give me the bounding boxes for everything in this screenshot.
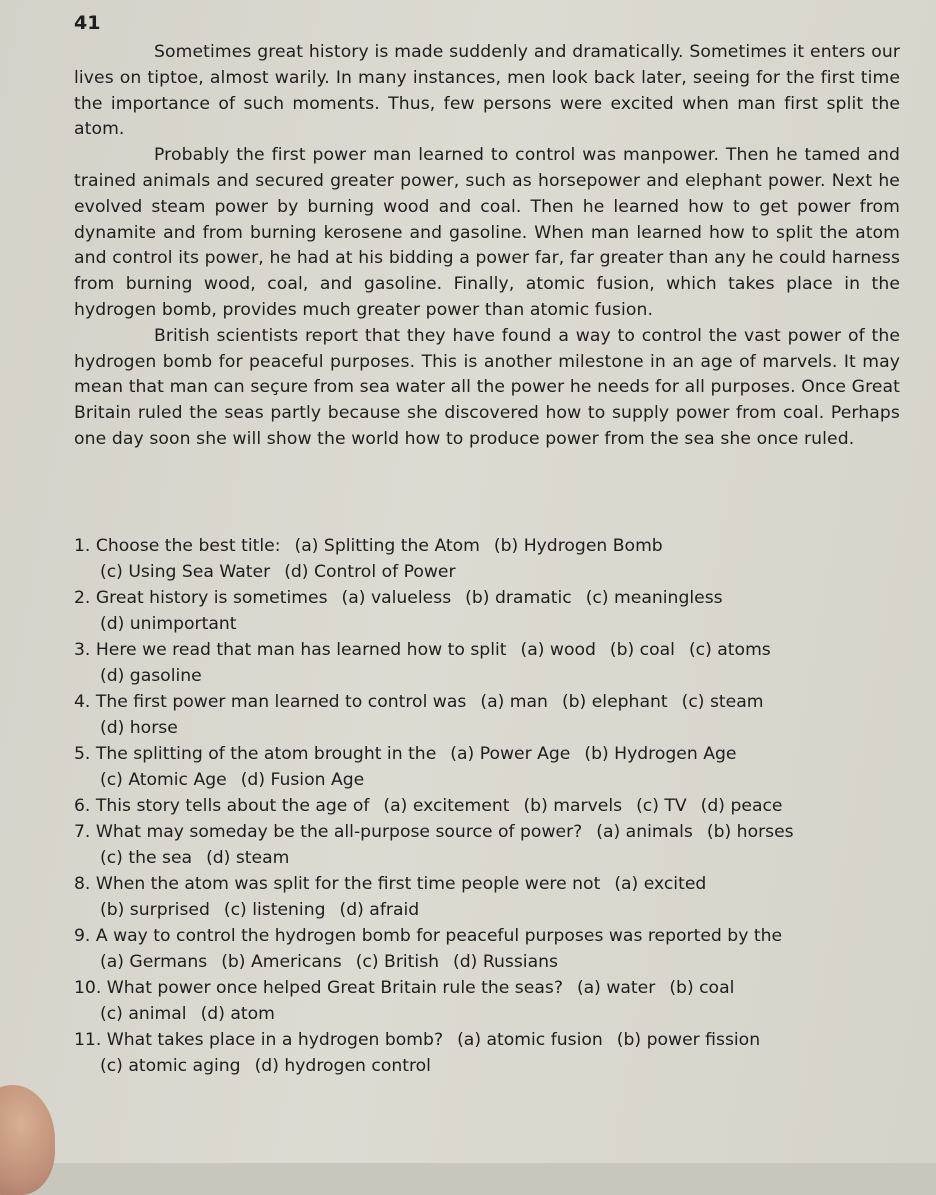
answer-option: (c) meaningless [585, 588, 723, 608]
answer-option: (c) listening [223, 900, 326, 920]
question-stem: 10. What power once helped Great Britain rule the seas? [74, 978, 563, 998]
answer-option: (d) steam [206, 848, 290, 868]
question-stem: 4. The first power man learned to control was [74, 692, 467, 712]
question-list [74, 533, 904, 1079]
question-stem: 6. This story tells about the age of [74, 796, 370, 816]
question-item [74, 637, 904, 689]
question-line [74, 975, 904, 1001]
answer-option: (b) dramatic [465, 588, 572, 608]
question-options-line [74, 663, 904, 689]
question-options-line [74, 1001, 904, 1027]
question-item [74, 975, 904, 1027]
question-options-line [74, 1053, 904, 1079]
answer-option: (c) animal [100, 1004, 187, 1024]
answer-option: (d) Fusion Age [240, 770, 365, 790]
question-options-line [74, 845, 904, 871]
question-line [74, 923, 904, 949]
question-line [74, 585, 904, 611]
answer-option: (b) surprised [100, 900, 210, 920]
answer-option: (c) TV [636, 796, 687, 816]
question-line [74, 689, 904, 715]
question-stem: 7. What may someday be the all-purpose source of power? [74, 822, 583, 842]
question-options-line [74, 897, 904, 923]
passage-paragraph: British scientists report that they have found a way to control the vast power of the hydrogen bomb for peaceful purposes. This is another milestone in an age of marvels. It may mean that man can seçure from sea water all the power he needs for all purposes. Once Great Britain ruled the seas partly because she discovered how to supply power from coal. Perhaps one day soon she will show the world how to produce power from the sea she once ruled. [74, 325, 900, 449]
question-line [74, 533, 904, 559]
passage-paragraph: Sometimes great history is made suddenly and dramatically. Sometimes it enters our lives on tiptoe, almost warily. In many instances, men look back later, seeing for the first time the importance of such moments. Thus, few persons were excited when man first split the atom. [74, 42, 900, 140]
question-line [74, 637, 904, 663]
question-options-line [74, 715, 904, 741]
answer-option: (a) Power Age [450, 744, 571, 764]
answer-option: (b) coal [669, 978, 735, 998]
question-options-line [74, 611, 904, 637]
answer-option: (d) Control of Power [284, 562, 456, 582]
answer-option: (a) valueless [341, 588, 452, 608]
question-item [74, 741, 904, 793]
answer-option: (b) horses [706, 822, 794, 842]
answer-option: (c) the sea [100, 848, 193, 868]
answer-option: (a) Germans [100, 952, 208, 972]
answer-option: (b) coal [609, 640, 675, 660]
answer-option: (a) wood [520, 640, 596, 660]
question-stem: 8. When the atom was split for the first time people were not [74, 874, 601, 894]
answer-option: (c) steam [681, 692, 764, 712]
question-item [74, 689, 904, 741]
reading-passage [74, 40, 900, 453]
answer-option: (d) afraid [339, 900, 420, 920]
answer-option: (d) hydrogen control [254, 1056, 431, 1076]
question-line [74, 1027, 904, 1053]
passage-paragraph: Probably the first power man learned to control was manpower. Then he tamed and trained animals and secured greater power, such as horsepower and elephant power. Next he evolved steam power by burning wood and coal. Then he learned how to get power from dynamite and from burning kerosene and gasoline. When man learned how to split the atom and control its power, he had at his bidding a power far, far greater than any he could harness from burning wood, coal, and gasoline. Finally, atomic fusion, which takes place in the hydrogen bomb, provides much greater power than atomic fusion. [74, 145, 900, 320]
answer-option: (a) Splitting the Atom [294, 536, 480, 556]
answer-option: (a) excited [614, 874, 707, 894]
thumb [0, 1085, 55, 1195]
answer-option: (b) elephant [561, 692, 668, 712]
page-number: 41 [74, 12, 101, 34]
question-line [74, 793, 904, 819]
question-stem: 2. Great history is sometimes [74, 588, 328, 608]
question-line [74, 741, 904, 767]
answer-option: (c) atoms [688, 640, 771, 660]
question-item [74, 1027, 904, 1079]
answer-option: (b) marvels [523, 796, 623, 816]
answer-option: (a) atomic fusion [457, 1030, 603, 1050]
answer-option: (b) Americans [221, 952, 342, 972]
answer-option: (a) animals [596, 822, 693, 842]
answer-option: (c) British [355, 952, 440, 972]
answer-option: (c) Atomic Age [100, 770, 227, 790]
question-options-line [74, 767, 904, 793]
answer-option: (a) water [576, 978, 656, 998]
answer-option: (d) peace [700, 796, 783, 816]
answer-option: (a) man [480, 692, 548, 712]
question-stem: 11. What takes place in a hydrogen bomb? [74, 1030, 444, 1050]
answer-option: (b) Hydrogen Age [584, 744, 737, 764]
question-stem: 5. The splitting of the atom brought in the [74, 744, 437, 764]
question-item [74, 585, 904, 637]
question-item [74, 871, 904, 923]
question-line [74, 819, 904, 845]
question-item [74, 533, 904, 585]
answer-option: (d) Russians [453, 952, 558, 972]
answer-option: (b) Hydrogen Bomb [493, 536, 663, 556]
answer-option: (d) unimportant [100, 614, 237, 634]
answer-option: (d) gasoline [100, 666, 202, 686]
question-stem: 3. Here we read that man has learned how to split [74, 640, 507, 660]
answer-option: (a) excitement [383, 796, 510, 816]
question-options-line [74, 949, 904, 975]
answer-option: (d) horse [100, 718, 178, 738]
question-stem: 9. A way to control the hydrogen bomb for peaceful purposes was reported by the [74, 926, 783, 946]
answer-option: (b) power fission [616, 1030, 761, 1050]
question-line [74, 871, 904, 897]
answer-option: (c) atomic aging [100, 1056, 241, 1076]
question-options-line [74, 559, 904, 585]
answer-option: (c) Using Sea Water [100, 562, 271, 582]
answer-option: (d) atom [200, 1004, 275, 1024]
question-item [74, 793, 904, 819]
question-item [74, 819, 904, 871]
question-stem: 1. Choose the best title: [74, 536, 281, 556]
question-item [74, 923, 904, 975]
